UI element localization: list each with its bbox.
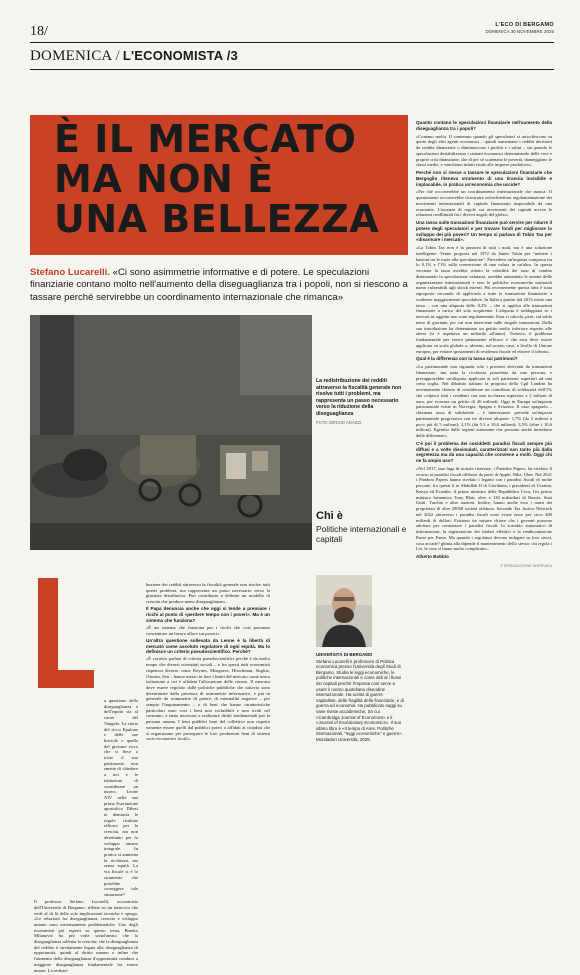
section-rule xyxy=(30,69,554,70)
question: C'è poi il problema dei cosiddetti paradisi fiscali sempre più diffusi e a volte dissimulati, caratterizzati non tanto più dalla segretezza ma da una capacità che conviene a molti. Oggi chi ne fa ampio uso? xyxy=(416,440,552,463)
author-portrait xyxy=(316,575,372,647)
subsection-title: L'ECONOMISTA /3 xyxy=(122,48,238,63)
photo-credit: FOTO SERGIO AGAZZI xyxy=(316,419,362,425)
answer: «Nel 2017, una fuga di notizie riservate, i Paradise Papers, ha rivelato il ricorso ai paradisi fiscali offshore da parte di Apple, Nike, Uber. Nel 2021 i Pandora Papers hanno rivelato i legami con i paradisi fiscali di molte persone, fra questi il re Abdullah II di Giordania, i presidenti di Ucraina, Kenya ed Ecuador, il primo ministro della Repubblica Ceca, l'ex primo ministro britannico Tony Blair, oltre a 130 miliardari di Russia, Stati Uniti, Turchia e altre nazioni. Inoltre, hanno anche esso i nomi dei proprietari di oltre 29000 società offshore. Secondo Tax Justice Network nel 2022 attraverso i paradisi fiscali sono evase tasse per circa 480 miliardi di dollari. Esistono tre misure chiave che i governi possono adottare per contrastare i paradisi fiscali: lo scambio automatico di informazioni, la registrazione dei titolari effettivi e la rendicontazione Paese per Paese. Ma quando i regolatori devono indagare su loro stessi, cosa accade? ghinia alla dipende il mantenimento dello stesso: chi regola i Lei, le cose si fanno molto complicate». xyxy=(416,465,552,552)
answer: «È un sistema che funziona per i ricchi che così potranno concentrare un lavoro allore sui poveri». xyxy=(146,624,270,636)
article-column-1 xyxy=(34,582,138,975)
question: Una tassa sulle transazioni finanziarie può servire per ridurre il potere degli speculatori e per trovare fondi per migliorare lo sviluppo dei più poveri? Un tempo si parlava di Tobin Tax per «disarmare i mercati». xyxy=(416,220,552,243)
article-column-2 xyxy=(146,582,270,743)
paragraph: Il professor Stefano Lucarelli, economista dell'Università di Bergamo, riflette su un intreccio che vede al di là delle sole implicazioni tecniche e spiega: «Le relazioni fra diseguaglianza, crescita e sviluppo umano sono estremamente problematiche. Uno degli economisti più esperti su questo tema, Branko Milanović ha più volte sottolineato che la diseguaglianza rallenta la crescita; che la diseguaglianza del reddito è strettamente legata alla diseguaglianza di opportunità, quindi al diritto umano e infine che l'aumento della diseguaglianza d'opportunità conduce a maggiore disuguaglianza fondamentale fra essere umani. La redistri- xyxy=(34,899,138,973)
answer: «La patrimoniale non riguarda solo i proventi derivanti da transazioni finanziarie, ma tutta la ricchezza posseduta da una persona, e presupporrebbe un'aliquota applicata ai soli patrimoni superiori ad una certa soglia. Nel dibattito italiano la proposta della Cgil Landini ha recentemente chiesto di considerare un contributo di solidarietà dell'1% che colpisce tutti i residenti con una ricchezza superiore a 2 milioni di euro, per ricavare un gettito di 26 miliardi. Oggi in Europa un'imposta patrimoniale esiste in Norvegia, Spagna e Svizzera. Il caso spagnolo – chiamata tassa di solidarietà – è interessante: prevede un'imposta patrimoniale progressiva con tre diverse aliquote: 1,7% (da 3 milioni a poco più di 5 milioni); 2,1% (da 5,3 a 10,6 milioni); 3,5% (oltre i 10,6 milioni). Egentito dalle regioni autonome che possono anche introdurre delle differenze». xyxy=(416,364,552,438)
answer: «La Tobin Tax non è la panacea di tutti i mali, ma è una soluzione intelligente. Venne proposta nel 1972 da James Tobin per "mettere i bastoni tra le ruote alla speculazione". Prevedeva un'imposta compresa tra lo 0,1% e l'1% sulla conversione di una valuta in un'altra. In questa versione la tassa avrebbe ridotto la volatilità dei tassi di cambio diminuendo la speculazione valutaria, avrebbe aumentato le entrate delle organizzazioni internazionali e reso le politiche economiche nazionali meno vulnerabili agli shock esterni. Più recentemente questa idea è stata riproposta cercando di applicarla a tutte le transazioni finanziarie a scadenze maggiormente speculative. In Italia a partire dal 2013 esiste una tassa – con una aliquota dello 0,2% – che si applica alle transazioni finanziarie a carico del solo acquirente. L'aliquota è raddoppiata se i mercati in oggetto non sono regolamentati. Essa si calcola, però, sul saldo netto di giornata, per cui non interviene sulle singole transazioni. Dalla sua introduzione ha determinato un gettito molto inferiore rispetto alle attese (si è aspettava un miliardo all'anno). Tuttavia, il problema fondamentale per essere pienamente efficace è che essa deve essere applicata su scala globale o, almeno, nel nostro caso, a livello di Unione europea, per evitare spostamenti di residenza fiscale ed elusive il tributo». xyxy=(416,245,552,354)
profile-box xyxy=(316,510,408,544)
question: Quanto contano le speculazioni finanziarie nell'aumento della diseguaglianza tra i popoli? xyxy=(416,120,552,131)
interview-right-column xyxy=(416,120,552,572)
header-rule xyxy=(30,42,554,43)
answer: «Per ché occorrerebbe un coordinamento internazionale che manca. O quantomeno occorrerebbe ricostruire un'architettura regolamentazione dei movimenti internazionali di capitale finanziario impossibile da una economie. L'assenza di regole sui movimenti dei capitali accrea le relazioni conflittuali fra i diversi angoli del globo». xyxy=(416,189,552,218)
paragraph: buzione dei redditi attraverso la fiscalità generale non risolve tutti questi problemi, ma rappresenta un passo necessario verso la giustizia distributiva. Può contribuire a definire un modello di crescita che produce meno diseguaglianze». xyxy=(146,582,270,605)
profile-heading: Chi è xyxy=(316,510,343,522)
author-affiliation: UNIVERSITÀ DI BERGAMO xyxy=(316,652,373,657)
section-title: DOMENICA / L'ECONOMISTA /3 xyxy=(30,48,238,64)
photo-caption-box xyxy=(316,378,406,425)
author-name: Stefano Lucarelli. xyxy=(30,267,110,278)
question: Perché non si riesce a tassare le speculazioni finanziarie che Bergoglio riteneva strumento di una tirannia invisibile e implacabile, in pratica un'economia che uccide? xyxy=(416,170,552,187)
masthead xyxy=(485,22,554,34)
headline-block xyxy=(30,115,408,255)
question: Un'altra questione sollevata da Leone è la libertà di mercato come assoluto regolatore di ogni equità. Ma lo definisce un criterio pseudoscientifico. Perché? xyxy=(146,637,270,655)
publication-name: L'ECO DI BERGAMO xyxy=(495,22,554,28)
question: Il Papa denuncia anche che oggi si tende a premiare i ricchi al posto di «perdere tempo con i poveri». Ma è un sistema che funziona? xyxy=(146,606,270,623)
standfirst: Stefano Lucarelli. «Ci sono asimmetrie informative e di potere. Le speculazioni finanziarie contano molto nell'aumento della diseguaglianza tra i popoli, non si riescono a tassare perché servirebbe un coordinamento internazionale che rimanca» xyxy=(30,267,408,303)
profile-topic: Politiche internazionali e capitali xyxy=(316,524,407,544)
author-bio: UNIVERSITÀ DI BERGAMO Stefano Lucarelli è professore di Politica economica presso l'Università degli Studi di Bergamo. Studia le leggi economiche, le politiche internazionali e come aldi al i flussi dei capitali perché l'impresa così serve a usare il nostro quotidiano diseodine internazionale. Ha scritto di guerre capitaliste, delle fragilità della finanziarie, e di guerra ed economia. Ha pubblicato saggi su varie riviste accademiche, tra cui «Cambridge Journal of Economics» e il «Journal of Evolutionary Economics». Il suo ultimo libro è «Il tempo di Ares. Politiche internazionali, "leggi economiche" e guerre». Mondadori Università, 2025. xyxy=(316,652,404,742)
page-number: 18/ xyxy=(30,24,48,39)
answer: «Contano molto. Il contenuto quando gli speculatori si arricchiscono su quote degli altri agenti economici – quindi aumentano i redditi derivanti da rendite finanziarie o diminuiscono i profitti e i salari – sia quando le speculazioni destabilizzano i sistemi economici determinando delle vere e proprie crisi finanziarie, che di per sé scatenano le povertà, danneggiano le classi medie, e vanchiono infatti vitale alle imprese produttive». xyxy=(416,133,552,168)
question: Qual è la differenza con la tassa sui patrimoni? xyxy=(416,356,518,362)
answer: «È corretto parlare di criteria pseudoscientifici perché è da molto tempo che diversi scienziati sociali – e fra questi tutti economisti rispettosi diverse come Keynes, Musgrave, Hirschman, Stiglitz, Ostrom, Sen – hanno messo in luce i limiti del mercato come unica istituzione a cui è affidata l'allocazione delle risorse. Il mercato deve essere regolato dalle politiche pubbliche che tuttavia sono determinate dalla presenza di asimmetrie informative, e più in generale da asimmetrie di potere, di esternalità negative – per sempio l'inquinamento – o di beni che hanno caratteristiche particolari sono così i beni non escludibili e non rivali nel consumo, e tanto necessari a realizzare diritti fondamentali per la persona umana. I beni pubblici beni del collettivo non rispetto vamente essere quelli dal pubblici poteri o affidati ai cittadini che si organizzano per proseguire le loro produzioni beni di sistemi socio-economici locali». xyxy=(146,656,270,742)
headline: È IL MERCATO MA NON È UNA BELLEZZA xyxy=(54,117,380,241)
reproduction-notice: © RIPRODUZIONE RISERVATA xyxy=(500,563,552,568)
article-photo xyxy=(30,315,312,550)
paragraph: a questione della diseguaglianza e dell'equità sta al cuore del Vangelo. La storia del ricco Epulone e delle sue briciole e quella del giovane ricco che si fiece a triste il suo patrimonio non smette di chiedere a noi e le istituzioni di considerare un nuovo, Leone XIV nella sua prima Esortazione apostolica Dilexi te denuncia le regole risultate efficaci per la crescita, ma non altrettanto per lo sviluppo umano integrale. In pratica si aumenta la ricchezza, ma senza equità. La via fiscale si è lo strumento che potrebbe correggere tale situazione? xyxy=(104,698,138,897)
publication-date: DOMENICA 30 NOVEMBRE 2025 xyxy=(485,29,554,34)
photo-caption: La redistribuzione dei redditi attraverso la fiscalità generale non risolve tutti i problemi, ma rappresenta un passo necessario verso la riduzione della diseguaglianza xyxy=(316,378,402,417)
byline-signature: Alberto Bobbio xyxy=(416,554,449,559)
